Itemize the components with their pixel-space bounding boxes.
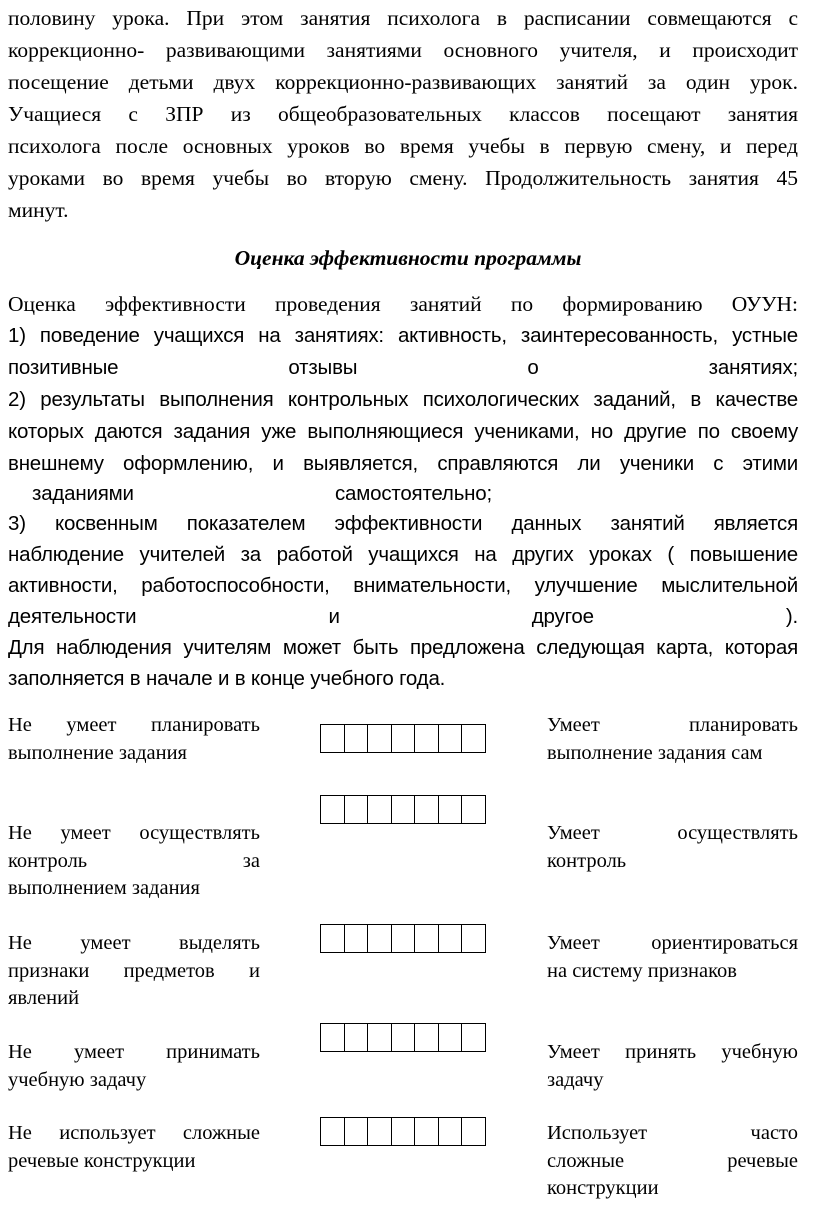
- rating-cell[interactable]: [439, 1024, 463, 1051]
- text-line: 1) поведение учащихся на занятиях: активность, заинтересованность, устные: [8, 324, 798, 347]
- rating-cell[interactable]: [345, 796, 369, 823]
- rating-cell[interactable]: [321, 925, 345, 952]
- rating-cell[interactable]: [462, 1118, 485, 1145]
- text-line: внешнему оформлению, и выявляется, справляются ли ученики с этими: [8, 452, 798, 475]
- card-right-label: Умеет осуществлять контроль: [547, 822, 798, 872]
- rating-cell[interactable]: [415, 1024, 439, 1051]
- text-line: деятельности и другое ).: [8, 605, 798, 628]
- rating-cell[interactable]: [368, 796, 392, 823]
- rating-cell[interactable]: [462, 1024, 485, 1051]
- rating-cell[interactable]: [439, 725, 463, 752]
- rating-cell[interactable]: [392, 1024, 416, 1051]
- rating-cell[interactable]: [321, 1118, 345, 1145]
- rating-cell[interactable]: [345, 925, 369, 952]
- text-line: заполняется в начале и в конце учебного года.: [8, 667, 446, 690]
- rating-cell[interactable]: [415, 1118, 439, 1145]
- rating-scale[interactable]: [320, 1117, 486, 1146]
- text-line: Учащиеся с ЗПР из общеобразовательных классов посещают занятия: [8, 102, 798, 126]
- rating-scale[interactable]: [320, 1023, 486, 1052]
- card-right-label: Умеет принять учебную задачу: [547, 1041, 798, 1091]
- card-right-label: Использует часто сложные речевые конструкции: [547, 1122, 798, 1199]
- rating-cell[interactable]: [368, 1118, 392, 1145]
- rating-cell[interactable]: [345, 1118, 369, 1145]
- text-line: 3) косвенным показателем эффективности данных занятий является: [8, 512, 798, 535]
- rating-scale[interactable]: [320, 795, 486, 824]
- text-line: Оценка эффективности проведения занятий по формированию ОУУН:: [8, 292, 798, 316]
- rating-cell[interactable]: [321, 796, 345, 823]
- rating-cell[interactable]: [462, 925, 485, 952]
- card-left-label: Не использует сложные речевые конструкции: [8, 1122, 260, 1172]
- card-right-label: Умеет ориентироваться на систему признаков: [547, 932, 798, 982]
- text-line: наблюдение учителей за работой учащихся на других уроках ( повышение: [8, 543, 798, 566]
- section-title: Оценка эффективности программы: [234, 246, 582, 270]
- rating-cell[interactable]: [321, 1024, 345, 1051]
- rating-cell[interactable]: [439, 925, 463, 952]
- text-line: которых даются задания уже выполняющиеся учениками, но другие по своему: [8, 420, 798, 443]
- text-line: активности, работоспособности, внимательности, улучшение мыслительной: [8, 574, 798, 597]
- text-line: посещение детьми двух коррекционно-развивающих занятий за один урок.: [8, 70, 798, 94]
- text-line: позитивные отзывы о занятиях;: [8, 356, 798, 379]
- rating-cell[interactable]: [392, 725, 416, 752]
- rating-cell[interactable]: [439, 796, 463, 823]
- rating-cell[interactable]: [415, 796, 439, 823]
- rating-scale[interactable]: [320, 724, 486, 753]
- rating-cell[interactable]: [345, 725, 369, 752]
- card-left-label: Не умеет принимать учебную задачу: [8, 1041, 260, 1091]
- rating-cell[interactable]: [392, 925, 416, 952]
- rating-cell[interactable]: [462, 725, 485, 752]
- card-right-label: Умеет планировать выполнение задания сам: [547, 714, 798, 764]
- rating-cell[interactable]: [368, 1024, 392, 1051]
- text-line: психолога после основных уроков во время учебы в первую смену, и перед: [8, 134, 798, 158]
- rating-cell[interactable]: [345, 1024, 369, 1051]
- text-line: коррекционно- развивающими занятиями основного учителя, и происходит: [8, 38, 798, 62]
- rating-scale[interactable]: [320, 924, 486, 953]
- rating-cell[interactable]: [321, 725, 345, 752]
- text-line: заданиями самостоятельно;: [32, 482, 492, 505]
- rating-cell[interactable]: [415, 925, 439, 952]
- rating-cell[interactable]: [415, 725, 439, 752]
- rating-cell[interactable]: [368, 925, 392, 952]
- rating-cell[interactable]: [368, 725, 392, 752]
- rating-cell[interactable]: [392, 1118, 416, 1145]
- text-line: Для наблюдения учителям может быть предложена следующая карта, которая: [8, 636, 798, 659]
- card-left-label: Не умеет планировать выполнение задания: [8, 714, 260, 764]
- text-line: 2) результаты выполнения контрольных психологических заданий, в качестве: [8, 388, 798, 411]
- card-left-label: Не умеет выделять признаки предметов и явлений: [8, 932, 260, 1009]
- text-line: уроками во время учебы во вторую смену. Продолжительность занятия 45: [8, 166, 798, 190]
- rating-cell[interactable]: [392, 796, 416, 823]
- text-line: половину урока. При этом занятия психолога в расписании совмещаются с: [8, 6, 798, 30]
- text-line: минут.: [8, 198, 69, 222]
- rating-cell[interactable]: [462, 796, 485, 823]
- rating-cell[interactable]: [439, 1118, 463, 1145]
- card-left-label: Не умеет осуществлять контроль за выполнением задания: [8, 822, 260, 899]
